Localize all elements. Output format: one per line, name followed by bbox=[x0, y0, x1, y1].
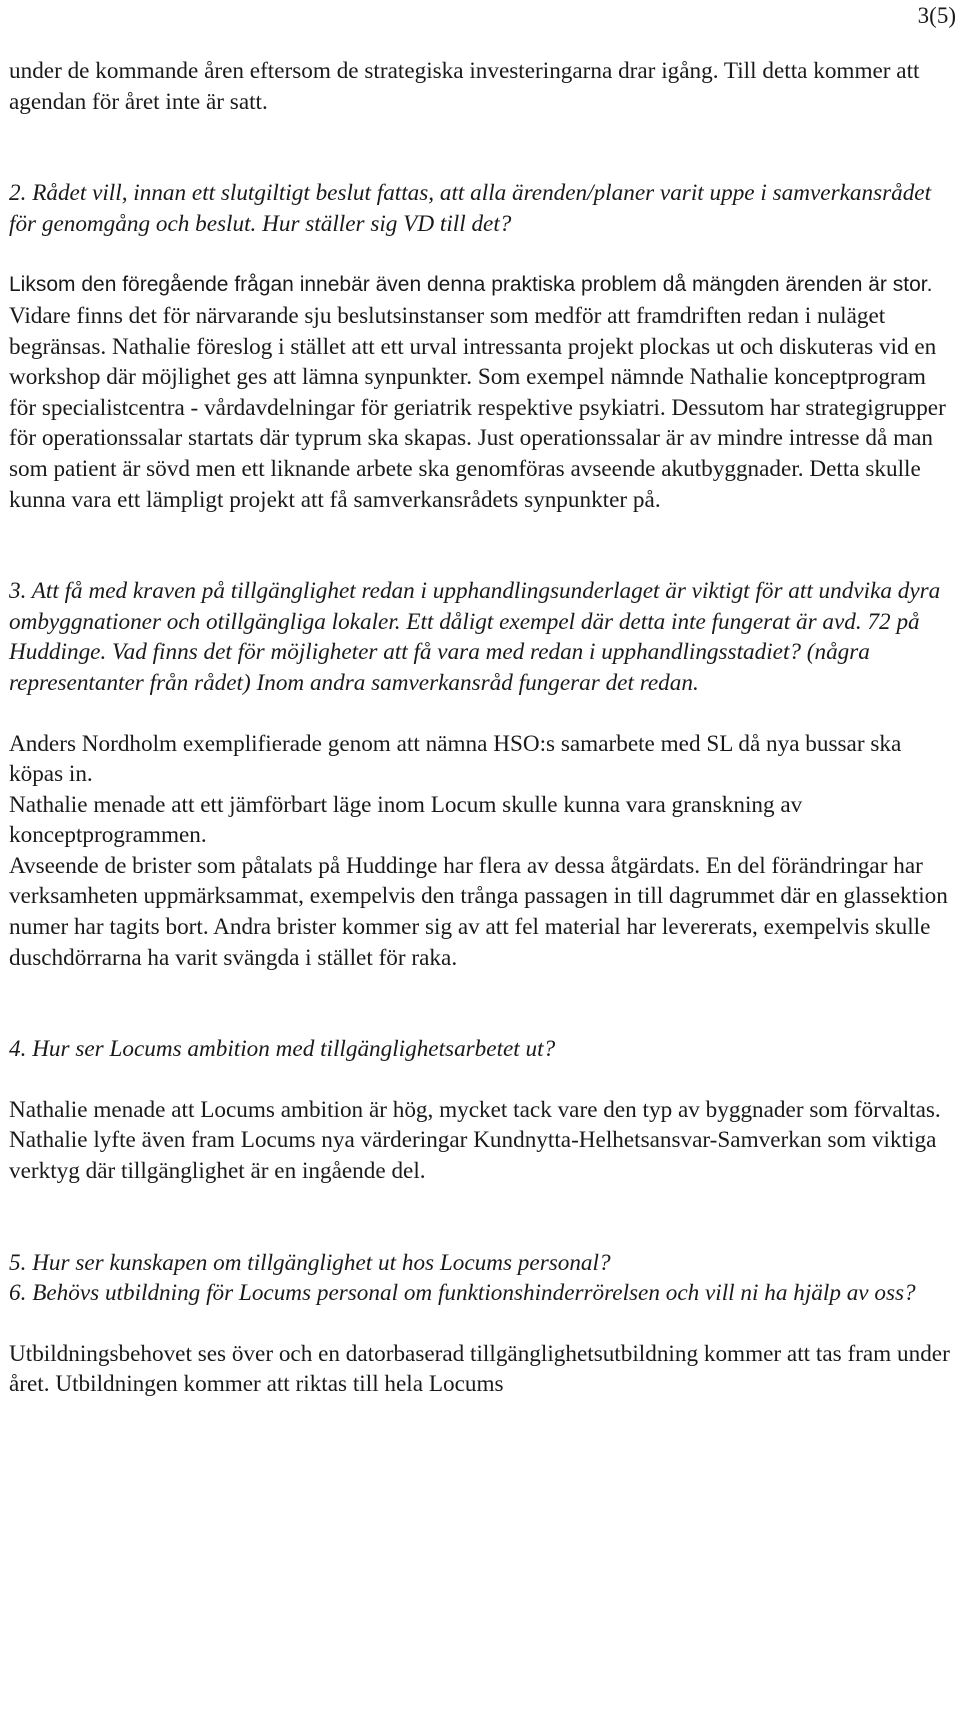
question-4: 4. Hur ser Locums ambition med tillgänglighetsarbetet ut? bbox=[9, 1036, 556, 1063]
paragraph-continuation: under de kommande åren eftersom de strategiska investeringarna drar igång. Till detta kommer att agendan för året inte är satt. bbox=[9, 58, 920, 115]
question-6: 6. Behövs utbildning för Locums personal om funktionshinderrörelsen och vill ni ha hjälp av oss? bbox=[9, 1280, 916, 1307]
question-3: 3. Att få med kraven på tillgänglighet redan i upphandlingsunderlaget är viktigt för att undvika dyra ombyggnationer och otillgängliga lokaler. Ett dåligt exempel där detta inte fungerat är avd. 72 på Huddinge. Vad finns det för möjligheter att få vara med redan i upphandlingsstadiet? (några representanter från rådet) Inom andra samverkansråd fungerar det redan. bbox=[9, 578, 941, 696]
answer-5-6: Utbildningsbehovet ses över och en datorbaserad tillgänglighetsutbildning kommer att tas fram under året. Utbildningen kommer att riktas till hela Locums bbox=[9, 1340, 950, 1398]
answer-3-huddinge: Avseende de brister som påtalats på Huddinge har flera av dessa åtgärdats. En del förändringar har verksamheten uppmärksammat, exempelvis den trånga passagen in till dagrummet där en glassektion numer har tagits bort. Andra brister kommer sig av att fel material har levererats, exempelvis skulle duschdörrarna ha varit svängda i stället för raka. bbox=[9, 852, 948, 971]
answer-2-body: Vidare finns det för närvarande sju beslutsinstanser som medför att framdriften redan i nuläget begränsas. Nathalie föreslog i stället att ett urval intressanta projekt plockas ut och diskuteras vid en workshop där möjlighet ges att lämna synpunkter. Som exempel nämnde Nathalie konceptprogram för specialistcentra - vårdavdelningar för geriatrik respektive psykiatri. Dessutom har strategigrupper för operationssalar startats där typrum ska skapas. Just operationssalar är av mindre intresse då man som patient är sövd men ett liknande arbete ska genomföras avseende akutbyggnader. Detta skulle kunna vara ett lämpligt projekt att få samverkansrådets synpunkter på. bbox=[9, 302, 946, 513]
question-5: 5. Hur ser kunskapen om tillgänglighet ut hos Locums personal? bbox=[9, 1249, 611, 1276]
answer-3-nordholm: Anders Nordholm exemplifierade genom att nämna HSO:s samarbete med SL då nya bussar ska köpas in. bbox=[9, 730, 902, 788]
answer-4: Nathalie menade att Locums ambition är hög, mycket tack vare den typ av byggnader som förvaltas. Nathalie lyfte även fram Locums nya värderingar Kundnytta-Helhetsansvar-Samverkan som viktiga verktyg där tillgänglighet är en ingående del. bbox=[9, 1096, 941, 1185]
document-body bbox=[9, 56, 954, 1400]
answer-3-nathalie: Nathalie menade att ett jämförbart läge inom Locum skulle kunna vara granskning av konceptprogrammen. bbox=[9, 791, 803, 849]
page-number: 3(5) bbox=[917, 3, 956, 28]
answer-2 bbox=[9, 269, 954, 515]
question-2: 2. Rådet vill, innan ett slutgiltigt beslut fattas, att alla ärenden/planer varit uppe i samverkansrådet för genomgång och beslut. Hur ställer sig VD till det? bbox=[9, 180, 932, 237]
answer-2-intro: Liksom den föregående frågan innebär även denna praktiska problem då mängden ärenden är stor. bbox=[9, 273, 933, 297]
